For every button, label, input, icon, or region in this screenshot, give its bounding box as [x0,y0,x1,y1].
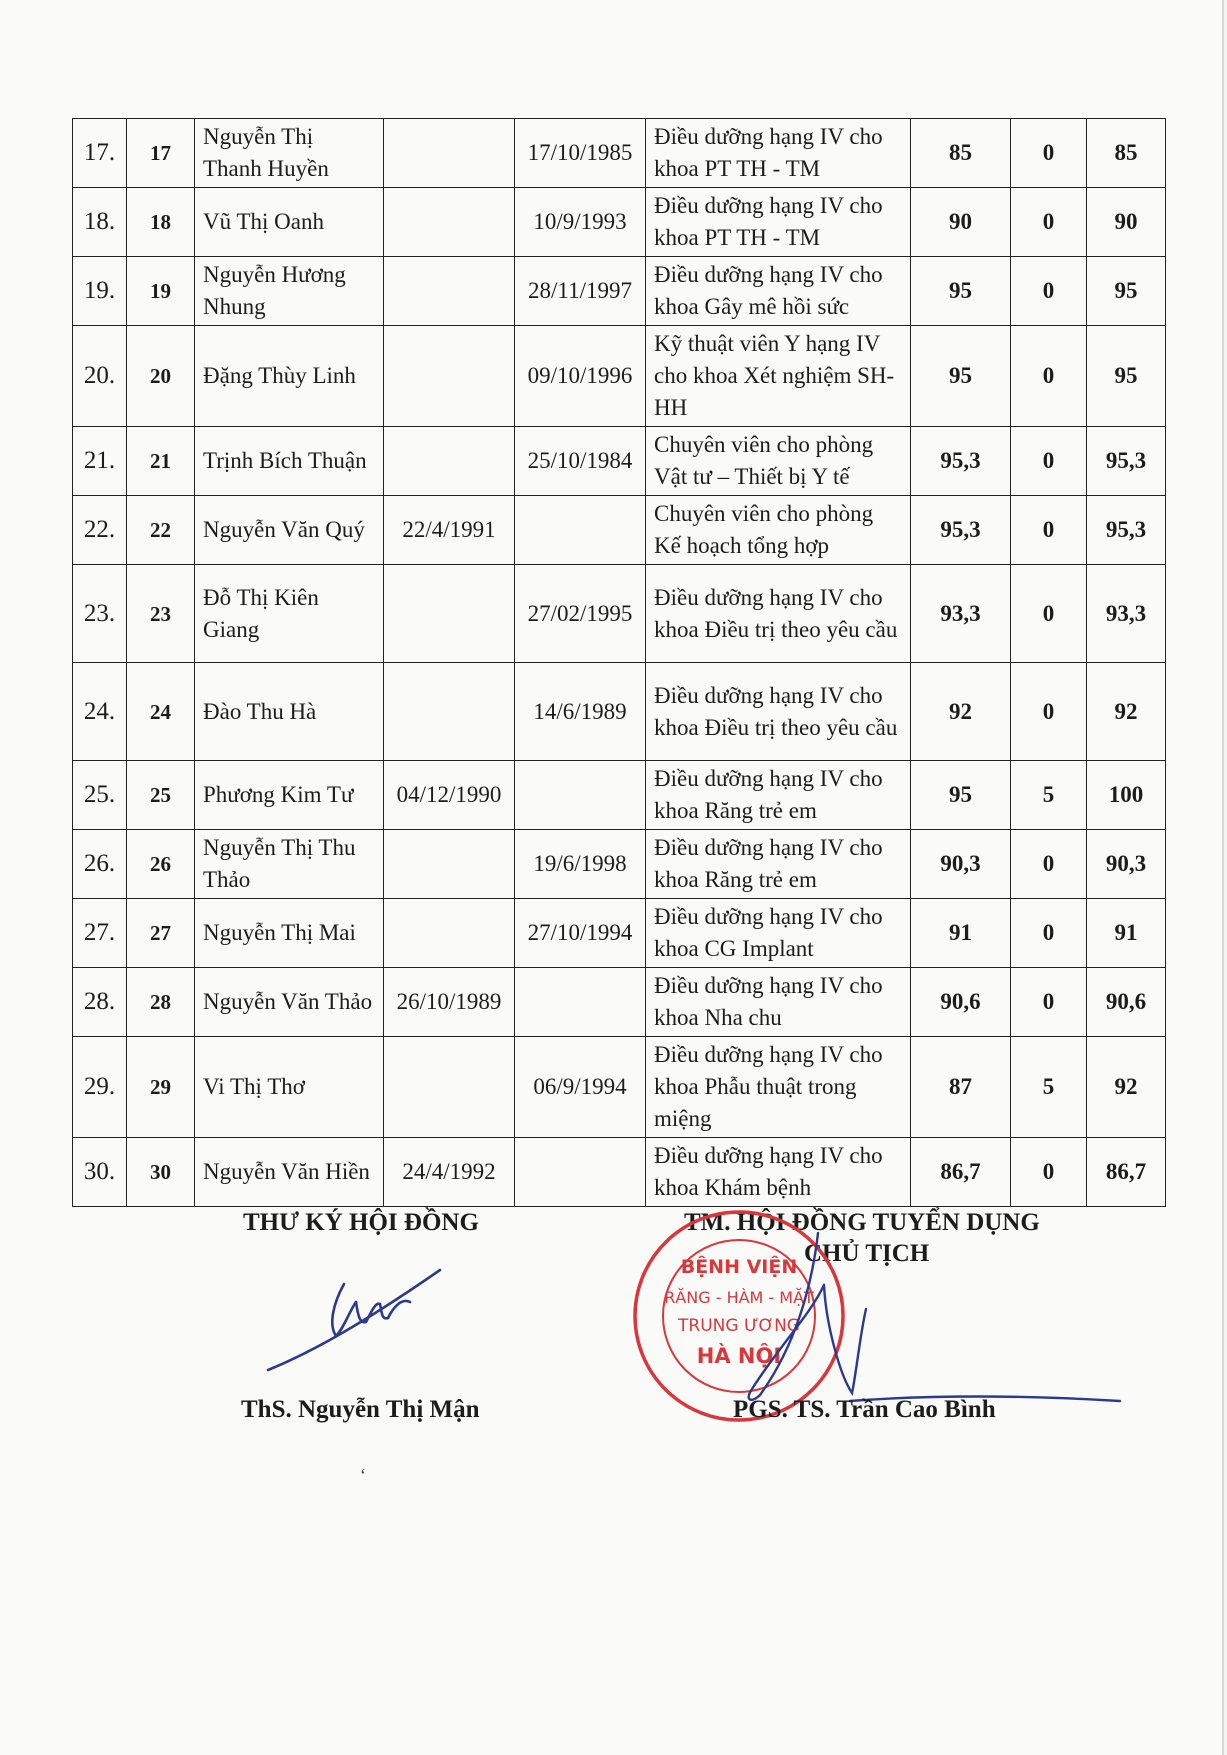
table-row [73,968,1166,1037]
row-candidate-number: 24 [127,663,195,761]
row-score: 90 [911,188,1011,257]
row-score: 95 [911,326,1011,427]
row-stt: 26. [73,830,127,899]
row-stt: 19. [73,257,127,326]
row-score: 91 [911,899,1011,968]
results-table [72,118,1166,1207]
row-candidate-number: 26 [127,830,195,899]
row-total: 95,3 [1087,427,1166,496]
row-dob-female [515,968,646,1037]
row-score: 93,3 [911,565,1011,663]
row-total: 90 [1087,188,1166,257]
row-priority-score: 0 [1011,565,1087,663]
row-name: Nguyễn Văn Quý [195,496,384,565]
row-position: Kỹ thuật viên Y hạng IV cho khoa Xét nghiệm SH-HH [646,326,911,427]
row-dob-female: 25/10/1984 [515,427,646,496]
row-total: 100 [1087,761,1166,830]
row-name: Nguyễn Thị Mai [195,899,384,968]
row-position: Chuyên viên cho phòng Vật tư – Thiết bị Y tế [646,427,911,496]
row-dob-female: 28/11/1997 [515,257,646,326]
secretary-name: ThS. Nguyễn Thị Mận [241,1396,480,1423]
row-score: 95 [911,761,1011,830]
row-dob-male [384,188,515,257]
row-priority-score: 0 [1011,968,1087,1037]
row-score: 86,7 [911,1138,1011,1207]
table-row [73,326,1166,427]
row-priority-score: 0 [1011,326,1087,427]
row-priority-score: 0 [1011,663,1087,761]
table-row [73,427,1166,496]
row-dob-female: 19/6/1998 [515,830,646,899]
table-row [73,1037,1166,1138]
row-priority-score: 0 [1011,257,1087,326]
row-candidate-number: 19 [127,257,195,326]
chairman-name: PGS. TS. Trần Cao Bình [733,1396,996,1423]
row-score: 87 [911,1037,1011,1138]
table-row [73,188,1166,257]
row-name: Đào Thu Hà [195,663,384,761]
row-candidate-number: 30 [127,1138,195,1207]
row-name: Nguyễn Thị Thanh Huyền [195,119,384,188]
row-candidate-number: 22 [127,496,195,565]
row-dob-male [384,899,515,968]
row-name: Nguyễn Văn Thảo [195,968,384,1037]
row-dob-male [384,257,515,326]
row-position: Điều dưỡng hạng IV cho khoa Gây mê hồi sức [646,257,911,326]
row-dob-female: 27/10/1994 [515,899,646,968]
table-row [73,761,1166,830]
row-score: 95,3 [911,427,1011,496]
row-dob-male [384,830,515,899]
row-stt: 27. [73,899,127,968]
row-score: 95 [911,257,1011,326]
row-candidate-number: 20 [127,326,195,427]
pen-mark: ʻ [360,1465,366,1485]
row-dob-male: 26/10/1989 [384,968,515,1037]
row-candidate-number: 23 [127,565,195,663]
table-row [73,663,1166,761]
row-score: 85 [911,119,1011,188]
row-dob-female: 06/9/1994 [515,1037,646,1138]
row-score: 90,6 [911,968,1011,1037]
row-stt: 24. [73,663,127,761]
row-total: 91 [1087,899,1166,968]
row-total: 90,3 [1087,830,1166,899]
row-dob-female: 17/10/1985 [515,119,646,188]
row-priority-score: 0 [1011,427,1087,496]
row-name: Vũ Thị Oanh [195,188,384,257]
row-score: 90,3 [911,830,1011,899]
row-dob-female: 27/02/1995 [515,565,646,663]
chairman-signature [700,1225,1140,1425]
row-stt: 21. [73,427,127,496]
row-stt: 25. [73,761,127,830]
row-stt: 20. [73,326,127,427]
stamp-line-4: HÀ NỘI [696,1344,782,1368]
row-priority-score: 0 [1011,119,1087,188]
row-total: 93,3 [1087,565,1166,663]
row-priority-score: 0 [1011,496,1087,565]
row-position: Điều dưỡng hạng IV cho khoa Khám bệnh [646,1138,911,1207]
stamp-line-2: RĂNG - HÀM - MẶT [664,1288,814,1307]
row-total: 85 [1087,119,1166,188]
row-name: Đỗ Thị Kiên Giang [195,565,384,663]
results-table-body [73,119,1166,1207]
stamp-line-3: TRUNG ƯƠNG [678,1316,800,1336]
row-priority-score: 5 [1011,1037,1087,1138]
row-name: Nguyễn Thị Thu Thảo [195,830,384,899]
row-dob-female [515,761,646,830]
row-total: 92 [1087,663,1166,761]
row-total: 95 [1087,326,1166,427]
row-position: Điều dưỡng hạng IV cho khoa Phẫu thuật trong miệng [646,1037,911,1138]
row-name: Nguyễn Văn Hiền [195,1138,384,1207]
row-dob-male [384,565,515,663]
table-row [73,1138,1166,1207]
row-position: Điều dưỡng hạng IV cho khoa PT TH - TM [646,119,911,188]
row-dob-male [384,119,515,188]
row-total: 95 [1087,257,1166,326]
row-dob-male: 22/4/1991 [384,496,515,565]
secretary-title: THƯ KÝ HỘI ĐỒNG [243,1209,479,1236]
council-title: TM. HỘI ĐỒNG TUYỂN DỤNG [684,1209,1040,1236]
row-priority-score: 0 [1011,1138,1087,1207]
row-name: Vi Thị Thơ [195,1037,384,1138]
table-row [73,565,1166,663]
row-position: Điều dưỡng hạng IV cho khoa Răng trẻ em [646,761,911,830]
row-candidate-number: 28 [127,968,195,1037]
row-position: Điều dưỡng hạng IV cho khoa PT TH - TM [646,188,911,257]
row-candidate-number: 29 [127,1037,195,1138]
row-position: Điều dưỡng hạng IV cho khoa CG Implant [646,899,911,968]
row-stt: 30. [73,1138,127,1207]
row-position: Điều dưỡng hạng IV cho khoa Nha chu [646,968,911,1037]
row-total: 90,6 [1087,968,1166,1037]
row-name: Trịnh Bích Thuận [195,427,384,496]
row-dob-male [384,326,515,427]
row-priority-score: 5 [1011,761,1087,830]
row-dob-female: 09/10/1996 [515,326,646,427]
table-row [73,257,1166,326]
table-row [73,119,1166,188]
row-position: Chuyên viên cho phòng Kế hoạch tổng hợp [646,496,911,565]
row-priority-score: 0 [1011,830,1087,899]
row-position: Điều dưỡng hạng IV cho khoa Răng trẻ em [646,830,911,899]
row-dob-female [515,1138,646,1207]
row-dob-male [384,663,515,761]
row-score: 95,3 [911,496,1011,565]
row-stt: 28. [73,968,127,1037]
chairman-title: CHỦ TỊCH [804,1240,930,1267]
row-stt: 18. [73,188,127,257]
row-score: 92 [911,663,1011,761]
row-dob-male [384,427,515,496]
row-candidate-number: 25 [127,761,195,830]
row-dob-female [515,496,646,565]
row-dob-male: 24/4/1992 [384,1138,515,1207]
row-priority-score: 0 [1011,188,1087,257]
row-name: Đặng Thùy Linh [195,326,384,427]
row-candidate-number: 17 [127,119,195,188]
table-row [73,496,1166,565]
row-stt: 23. [73,565,127,663]
row-total: 92 [1087,1037,1166,1138]
row-dob-male [384,1037,515,1138]
secretary-signature [262,1262,452,1382]
row-name: Phương Kim Tư [195,761,384,830]
table-row [73,899,1166,968]
row-position: Điều dưỡng hạng IV cho khoa Điều trị theo yêu cầu [646,663,911,761]
row-candidate-number: 27 [127,899,195,968]
row-total: 86,7 [1087,1138,1166,1207]
row-stt: 29. [73,1037,127,1138]
row-stt: 17. [73,119,127,188]
row-stt: 22. [73,496,127,565]
row-priority-score: 0 [1011,899,1087,968]
row-dob-female: 14/6/1989 [515,663,646,761]
stamp-line-1: BỆNH VIỆN [680,1256,798,1278]
row-dob-male: 04/12/1990 [384,761,515,830]
table-row [73,830,1166,899]
row-candidate-number: 18 [127,188,195,257]
row-candidate-number: 21 [127,427,195,496]
row-total: 95,3 [1087,496,1166,565]
row-dob-female: 10/9/1993 [515,188,646,257]
row-position: Điều dưỡng hạng IV cho khoa Điều trị theo yêu cầu [646,565,911,663]
row-name: Nguyễn Hương Nhung [195,257,384,326]
